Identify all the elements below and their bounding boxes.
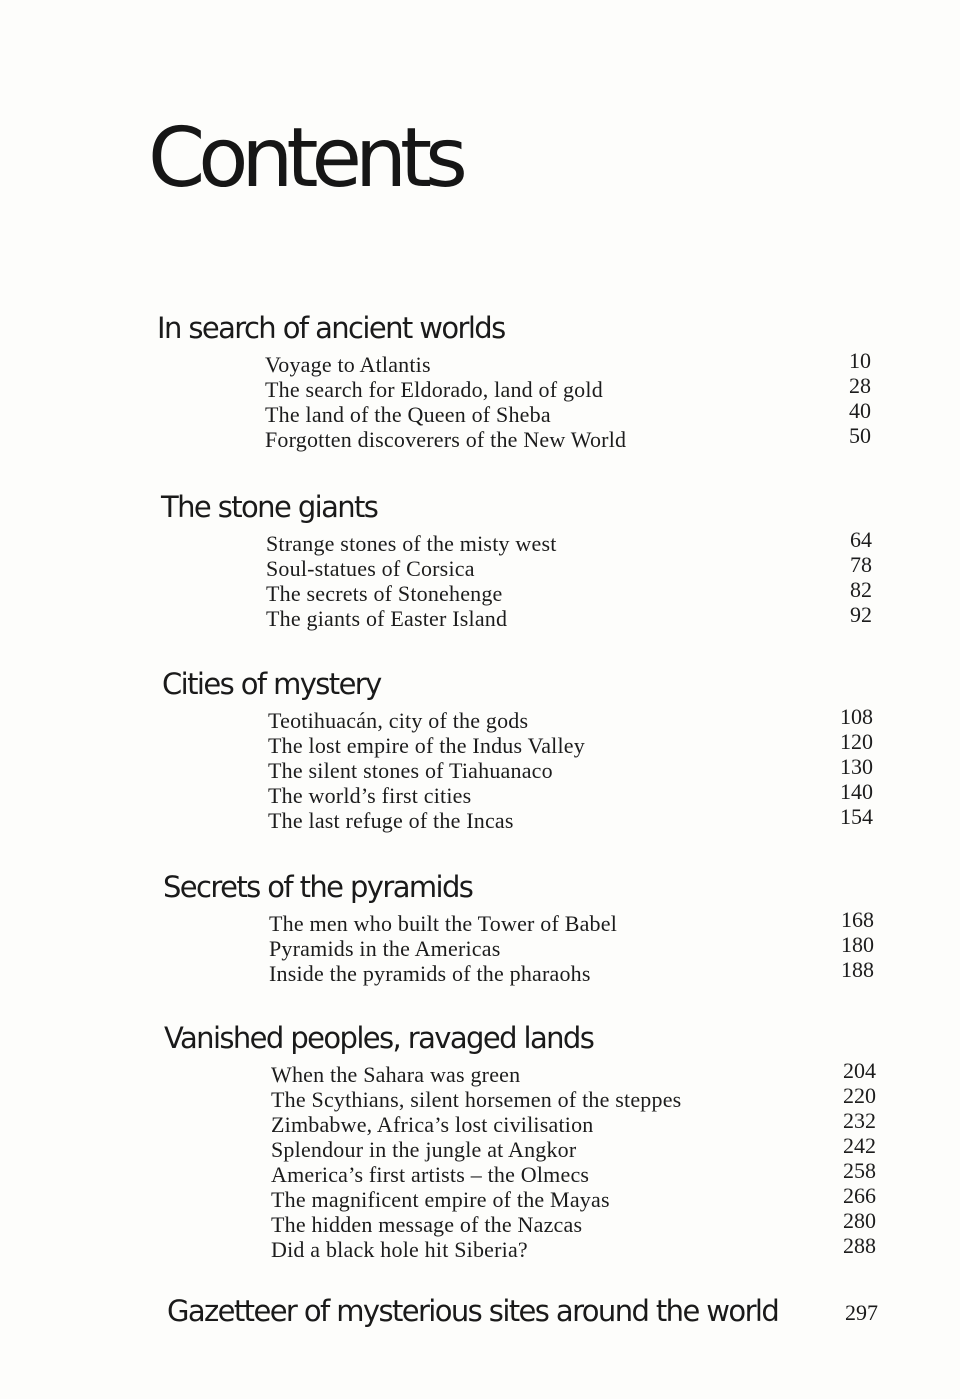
- toc-entry[interactable]: [266, 552, 872, 581]
- entry-title: When the Sahara was green: [271, 1062, 521, 1087]
- entry-title: Strange stones of the misty west: [266, 531, 557, 556]
- entry-page-number: 242: [843, 1133, 876, 1158]
- gazetteer-title: Gazetteer of mysterious sites around the world: [167, 1294, 779, 1328]
- entry-page-number: 232: [843, 1108, 876, 1133]
- toc-entry[interactable]: [271, 1133, 877, 1162]
- entry-page-number: 50: [849, 423, 871, 448]
- entry-title: Pyramids in the Americas: [269, 936, 501, 961]
- entry-page-number: 154: [840, 804, 873, 829]
- entry-title: The men who built the Tower of Babel: [269, 911, 618, 936]
- entry-page-number: 28: [849, 373, 871, 398]
- entry-title: Inside the pyramids of the pharaohs: [269, 961, 591, 986]
- entry-title: The giants of Easter Island: [266, 606, 508, 631]
- entry-page-number: 280: [843, 1208, 876, 1233]
- entry-page-number: 140: [840, 779, 873, 804]
- toc-entry[interactable]: [271, 1183, 877, 1212]
- entry-page-number: 92: [850, 602, 872, 627]
- section-title: Secrets of the pyramids: [163, 870, 473, 904]
- entry-page-number: 180: [841, 932, 874, 957]
- toc-entry[interactable]: [265, 423, 871, 452]
- toc-entry[interactable]: [271, 1208, 877, 1237]
- entry-page-number: 204: [843, 1058, 876, 1083]
- page-title: Contents: [148, 111, 461, 206]
- entry-title: The lost empire of the Indus Valley: [268, 733, 585, 758]
- toc-entry[interactable]: [268, 754, 874, 783]
- entry-title: The hidden message of the Nazcas: [271, 1212, 583, 1237]
- entry-title: Teotihuacán, city of the gods: [268, 708, 529, 733]
- toc-entry[interactable]: [271, 1233, 877, 1262]
- toc-entry[interactable]: [265, 348, 871, 377]
- toc-entry[interactable]: [271, 1058, 877, 1087]
- entry-title: The land of the Queen of Sheba: [265, 402, 551, 427]
- entry-title: The secrets of Stonehenge: [266, 581, 503, 606]
- section-title: Vanished peoples, ravaged lands: [164, 1021, 594, 1055]
- toc-entry[interactable]: [269, 932, 875, 961]
- entry-title: The Scythians, silent horsemen of the steppes: [271, 1087, 682, 1112]
- entry-page-number: 220: [843, 1083, 876, 1108]
- entry-page-number: 288: [843, 1233, 876, 1258]
- entry-page-number: 10: [849, 348, 871, 373]
- entry-title: America’s first artists – the Olmecs: [271, 1162, 590, 1187]
- entry-page-number: 188: [841, 957, 874, 982]
- entry-title: The last refuge of the Incas: [268, 808, 514, 833]
- entry-title: Splendour in the jungle at Angkor: [271, 1137, 577, 1162]
- entry-page-number: 78: [850, 552, 872, 577]
- toc-entry[interactable]: [266, 577, 872, 606]
- toc-entry[interactable]: [268, 804, 874, 833]
- entry-title: Forgotten discoverers of the New World: [265, 427, 627, 452]
- toc-entry[interactable]: [266, 602, 872, 631]
- entry-title: The magnificent empire of the Mayas: [271, 1187, 610, 1212]
- toc-entry[interactable]: [265, 398, 871, 427]
- toc-entry[interactable]: [268, 704, 874, 733]
- toc-entry[interactable]: [268, 729, 874, 758]
- section-title: In search of ancient worlds: [157, 311, 505, 345]
- entry-title: Zimbabwe, Africa’s lost civilisation: [271, 1112, 594, 1137]
- entry-page-number: 40: [849, 398, 871, 423]
- entry-page-number: 108: [840, 704, 873, 729]
- entry-page-number: 266: [843, 1183, 876, 1208]
- entry-title: The world’s first cities: [268, 783, 472, 808]
- toc-entry[interactable]: [265, 373, 871, 402]
- entry-page-number: 64: [850, 527, 872, 552]
- entry-page-number: 130: [840, 754, 873, 779]
- gazetteer-page-number: 297: [845, 1300, 878, 1325]
- toc-entry[interactable]: [266, 527, 872, 556]
- entry-page-number: 82: [850, 577, 872, 602]
- toc-entry[interactable]: [271, 1083, 877, 1112]
- toc-entry[interactable]: [269, 957, 875, 986]
- toc-entry[interactable]: [271, 1158, 877, 1187]
- entry-title: Did a black hole hit Siberia?: [271, 1237, 528, 1262]
- toc-entry[interactable]: [268, 779, 874, 808]
- toc-entry[interactable]: [269, 907, 875, 936]
- entry-page-number: 258: [843, 1158, 876, 1183]
- entry-page-number: 168: [841, 907, 874, 932]
- entry-title: Voyage to Atlantis: [265, 352, 431, 377]
- entry-title: The search for Eldorado, land of gold: [265, 377, 603, 402]
- entry-title: The silent stones of Tiahuanaco: [268, 758, 553, 783]
- section-title: The stone giants: [161, 490, 378, 524]
- entry-page-number: 120: [840, 729, 873, 754]
- section-title: Cities of mystery: [162, 667, 381, 701]
- entry-title: Soul-statues of Corsica: [266, 556, 475, 581]
- toc-entry[interactable]: [271, 1108, 877, 1137]
